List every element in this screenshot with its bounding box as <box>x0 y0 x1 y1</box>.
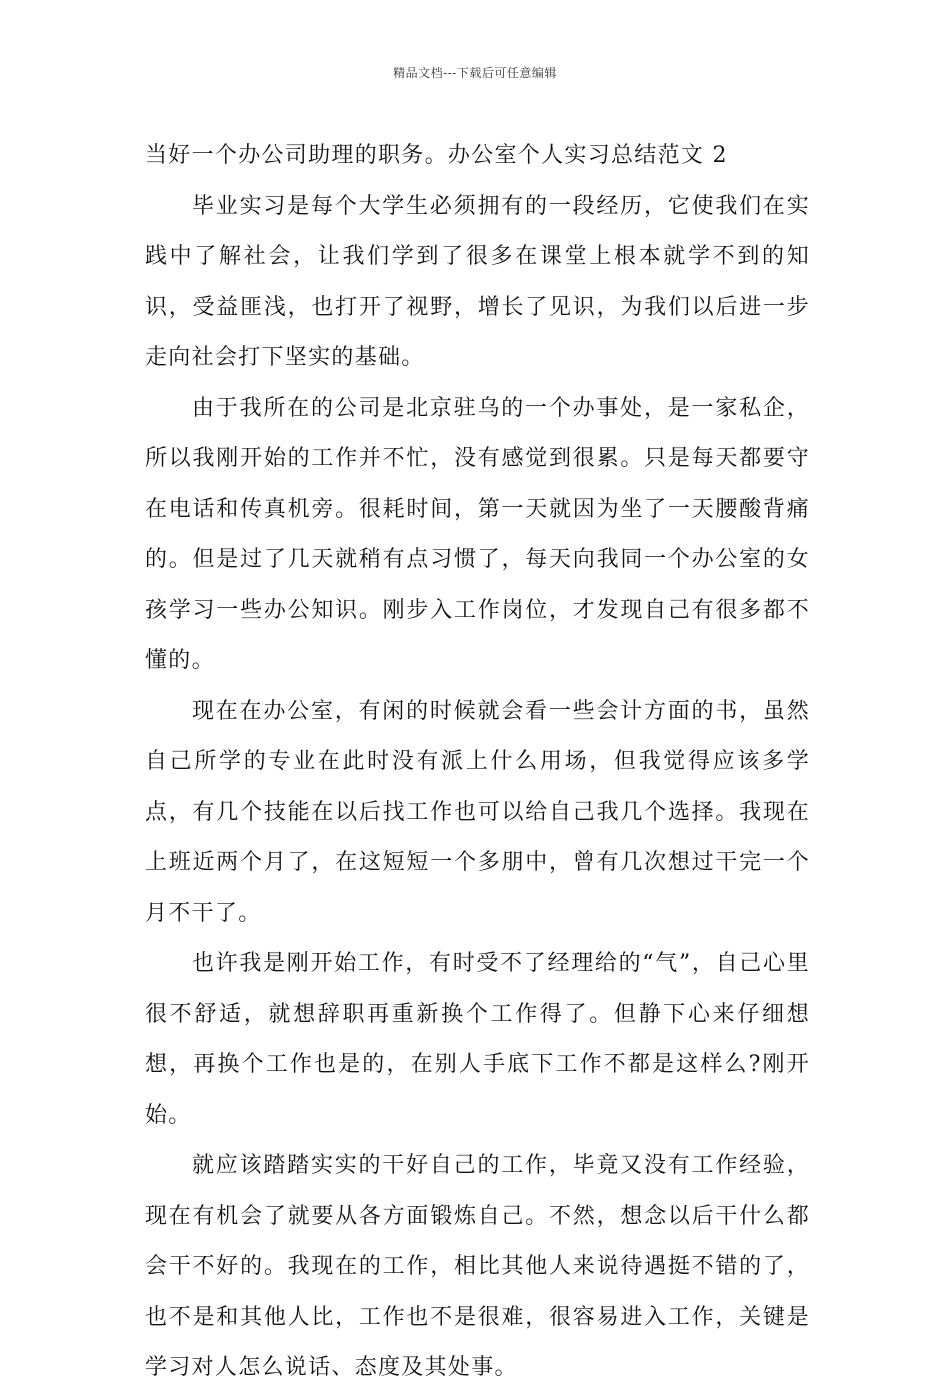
paragraph: 现在在办公室，有闲的时候就会看一些会计方面的书，虽然自己所学的专业在此时没有派上什么用场，但我觉得应该多学点，有几个技能在以后找工作也可以给自己我几个选择。我现在上班近两个月了，在这短短一个多朋中，曾有几次想过干完一个月不干了。 <box>145 698 810 926</box>
paragraph: 毕业实习是每个大学生必须拥有的一段经历，它使我们在实践中了解社会，让我们学到了很多在课堂上根本就学不到的知识，受益匪浅，也打开了视野，增长了见识，为我们以后进一步走向社会打下坚实的基础。 <box>145 193 810 370</box>
paragraph: 由于我所在的公司是北京驻乌的一个办事处，是一家私企，所以我刚开始的工作并不忙，没有感觉到很累。只是每天都要守在电话和传真机旁。很耗时间，第一天就因为坐了一天腰酸背痛的。但是过了几天就稍有点习惯了，每天向我同一个办公室的女孩学习一些办公知识。刚步入工作岗位，才发现自己有很多都不懂的。 <box>145 395 810 673</box>
document-body <box>145 131 810 1394</box>
page-header: 精品文档---下载后可任意编辑 <box>393 66 557 80</box>
paragraph-continuation: 当好一个办公司助理的职务。办公室个人实习总结范文 2 <box>145 143 728 168</box>
paragraph: 也许我是刚开始工作，有时受不了经理给的“气”，自己心里很不舒适，就想辞职再重新换个工作得了。但静下心来仔细想想，再换个工作也是的，在别人手底下工作不都是这样么?刚开始。 <box>145 951 810 1128</box>
paragraph: 就应该踏踏实实的干好自己的工作，毕竟又没有工作经验，现在有机会了就要从各方面锻炼自己。不然，想念以后干什么都会干不好的。我现在的工作，相比其他人来说待遇挺不错的了，也不是和其他人比，工作也不是很难，很容易进入工作，关键是学习对人怎么说话、态度及其处事。 <box>145 1153 810 1380</box>
